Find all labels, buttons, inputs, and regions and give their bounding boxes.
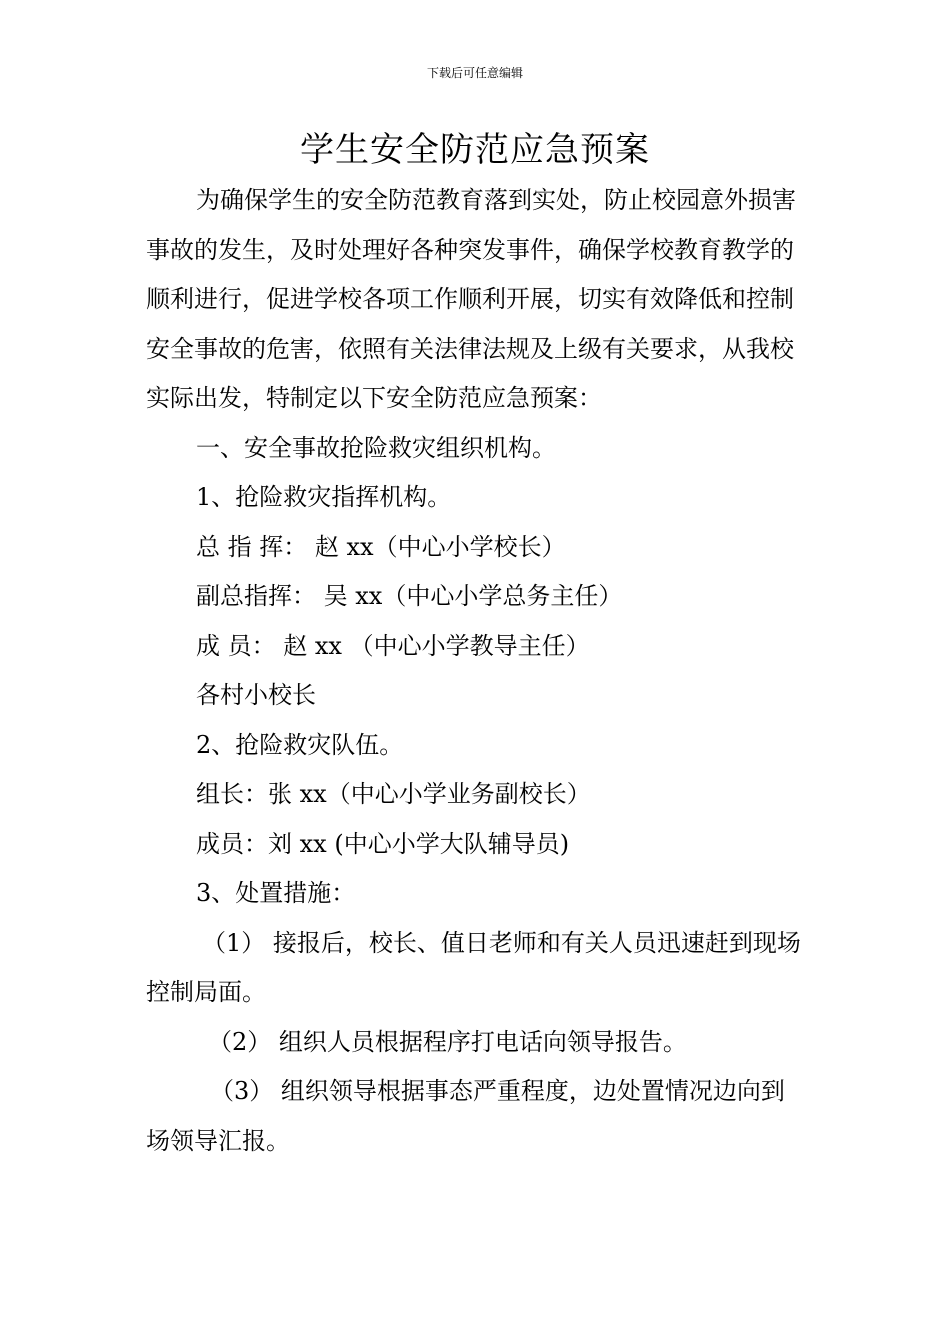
members-line: 成 员： 赵 xx （中心小学教导主任） bbox=[196, 631, 590, 660]
measure-3: （3） 组织领导根据事态严重程度，边处置情况边向到场领导汇报。 bbox=[146, 1077, 785, 1155]
measure-2: （2） 组织人员根据程序打电话向领导报告。 bbox=[208, 1027, 687, 1056]
commander-line: 总 指 挥： 赵 xx（中心小学校长） bbox=[196, 532, 566, 561]
document-body bbox=[146, 176, 808, 1166]
measure-1: （1） 接报后，校长、值日老师和有关人员迅速赶到现场控制局面。 bbox=[146, 928, 801, 1006]
header-note: 下载后可任意编辑 bbox=[426, 66, 523, 80]
deputy-commander-line: 副总指挥： 吴 xx（中心小学总务主任） bbox=[196, 582, 623, 610]
team-leader-line: 组长：张 xx（中心小学业务副校长） bbox=[196, 780, 591, 808]
intro-paragraph: 为确保学生的安全防范教育落到实处，防止校园意外损害事故的发生，及时处理好各种突发事件，确保学校教育教学的顺利进行，促进学校各项工作顺利开展，切实有效降低和控制安全事故的危害，依照有关法律法规及上级有关要求，从我校实际出发，特制定以下安全防范应急预案： bbox=[146, 186, 796, 412]
village-heads-line: 各村小校长 bbox=[196, 681, 316, 709]
item-heading-3: 3、处置措施： bbox=[196, 879, 356, 907]
team-member-line: 成员：刘 xx (中心小学大队辅导员) bbox=[196, 829, 570, 858]
item-heading-1: 1、抢险救灾指挥机构。 bbox=[196, 483, 452, 511]
document-title: 学生安全防范应急预案 bbox=[300, 130, 650, 170]
item-heading-2: 2、抢险救灾队伍。 bbox=[196, 730, 404, 759]
section-heading-1: 一、安全事故抢险救灾组织机构。 bbox=[196, 433, 556, 462]
